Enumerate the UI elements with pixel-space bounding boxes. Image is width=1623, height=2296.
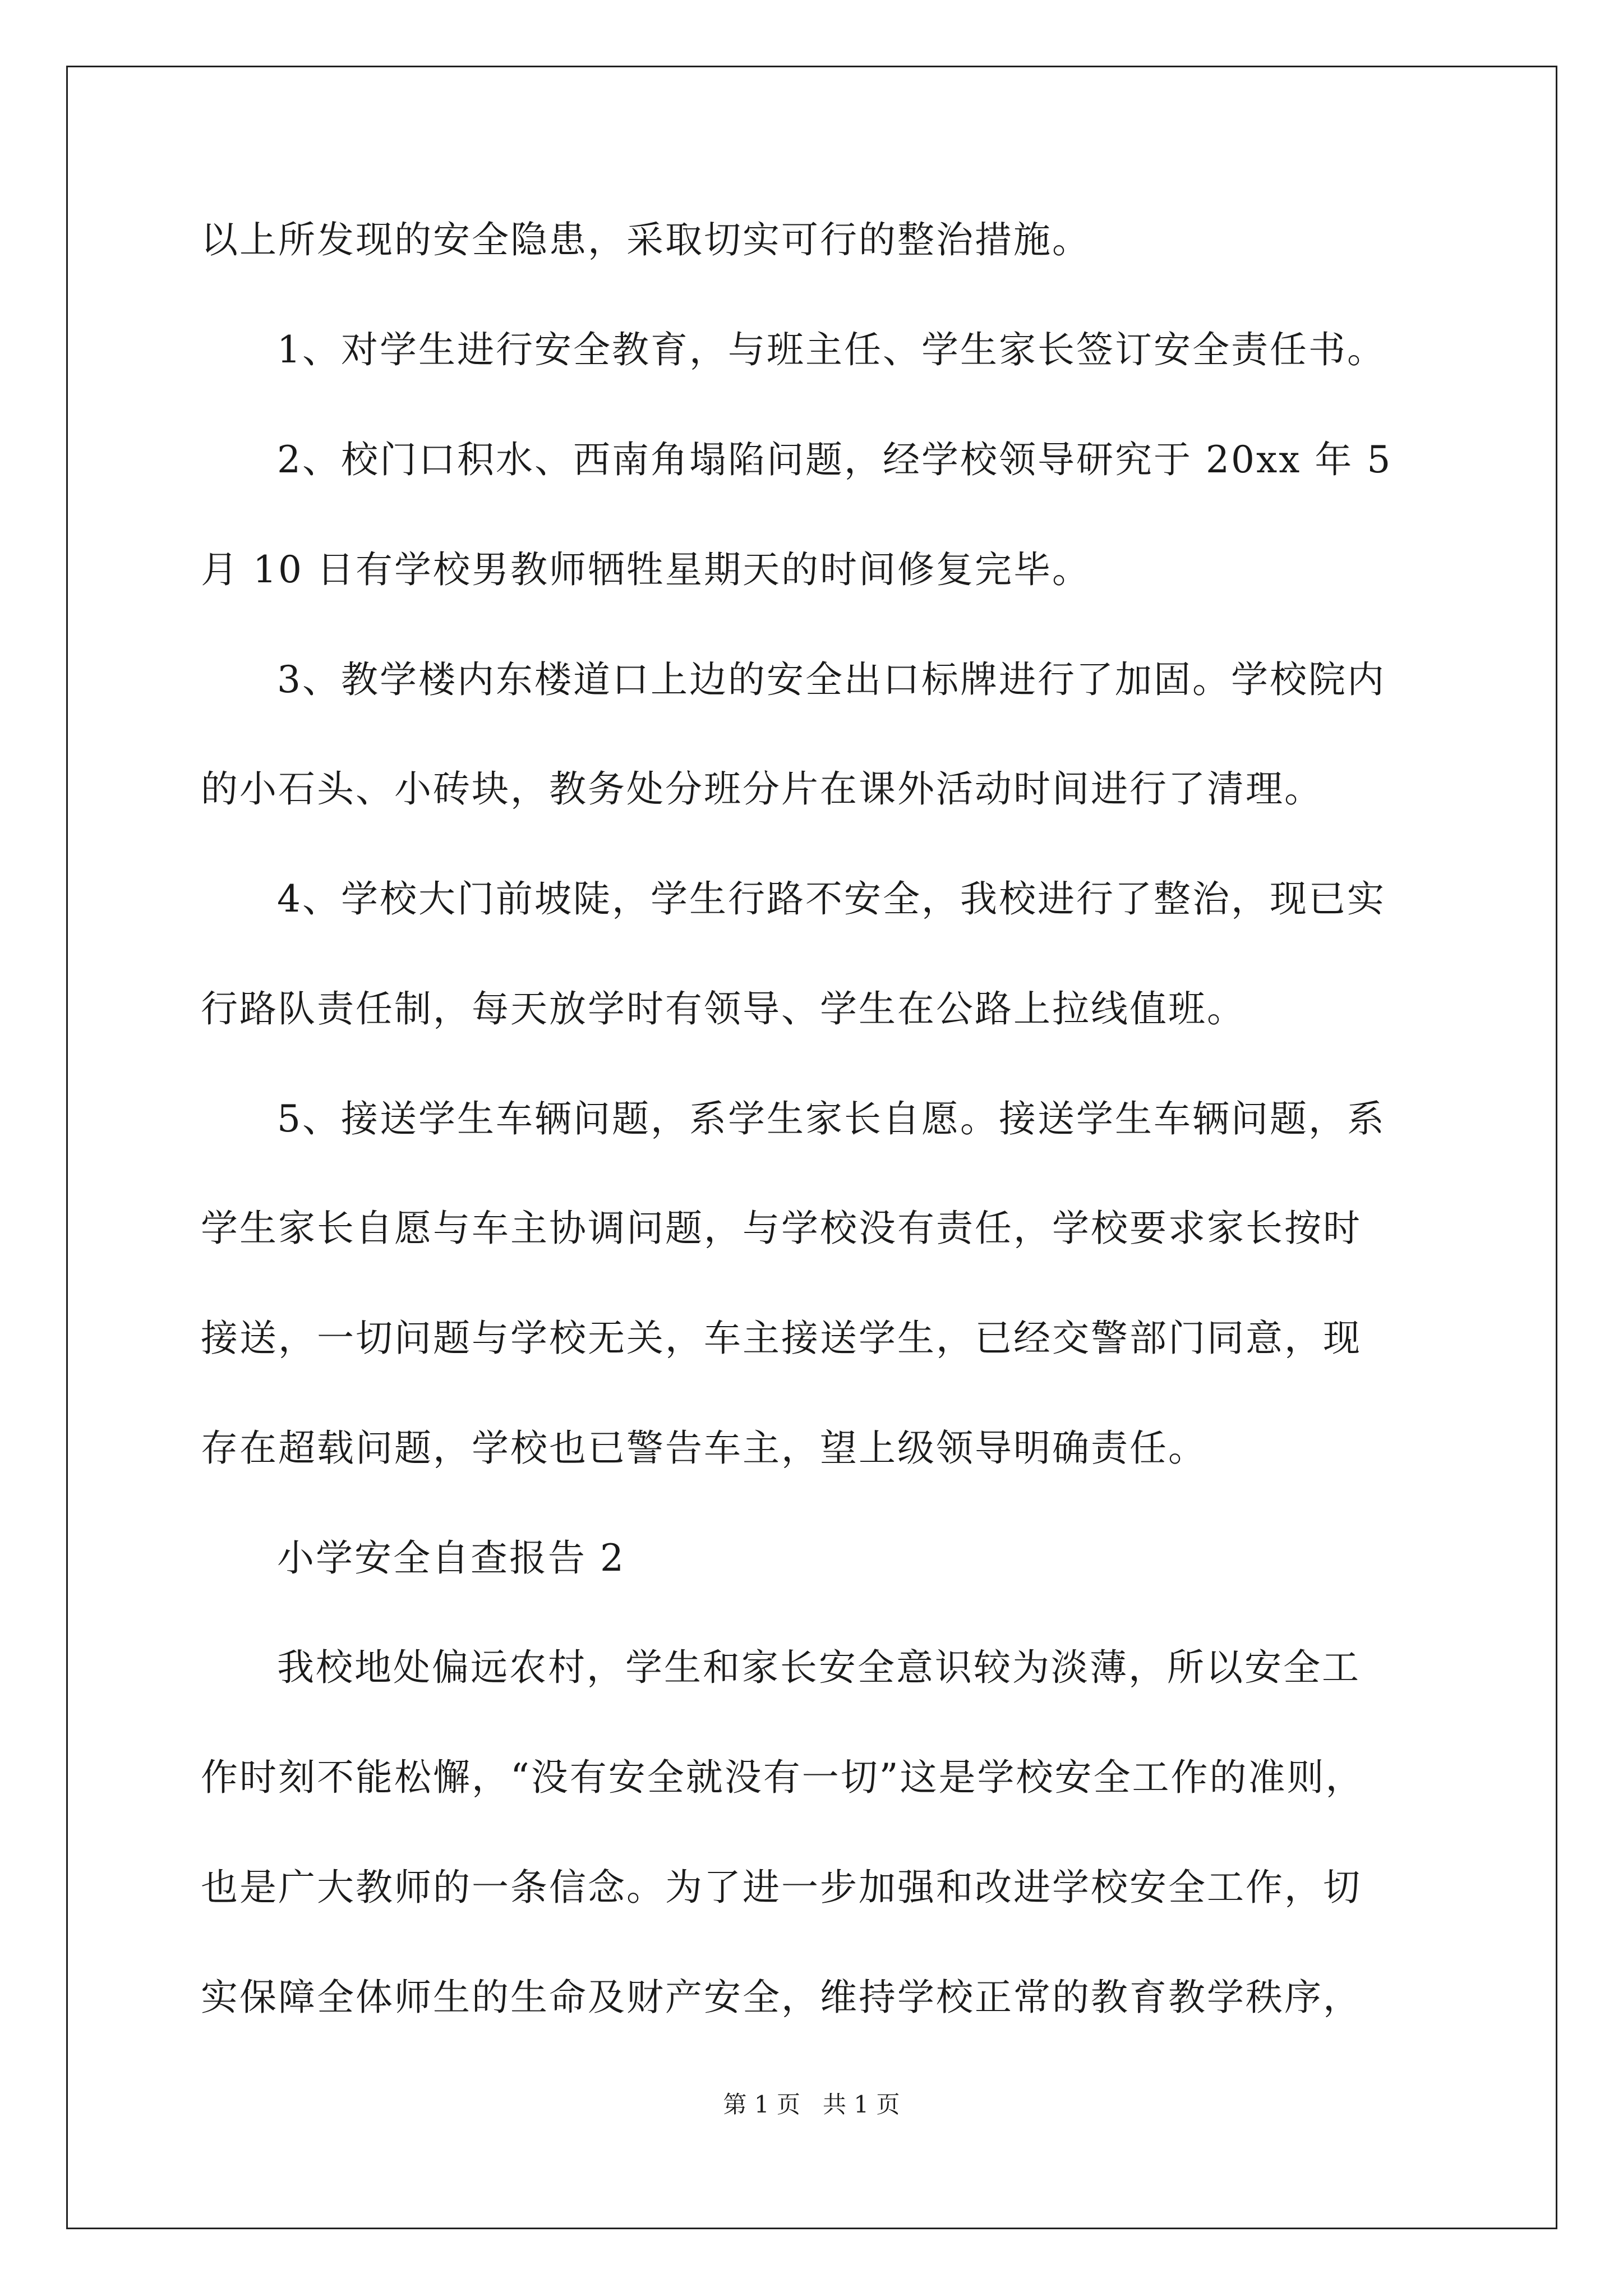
section-heading: 小学安全自查报告 2 <box>277 1536 625 1580</box>
body-text-line: 的小石头、小砖块，教务处分班分片在课外活动时间进行了清理。 <box>201 767 1323 811</box>
body-text-line: 月 10 日有学校男教师牺牲星期天的时间修复完毕。 <box>201 548 1091 591</box>
body-text-line: 学生家长自愿与车主协调问题，与学校没有责任，学校要求家长按时 <box>201 1207 1362 1250</box>
body-text-line: 接送，一切问题与学校无关，车主接送学生，已经交警部门同意，现 <box>201 1317 1362 1360</box>
body-text-line: 行路队责任制，每天放学时有领导、学生在公路上拉线值班。 <box>201 987 1246 1030</box>
list-item-5: 5、接送学生车辆问题，系学生家长自愿。接送学生车辆问题，系 <box>277 1097 1386 1140</box>
page-number-footer: 第 1 页 共 1 页 <box>723 2091 900 2118</box>
body-text-line: 也是广大教师的一条信念。为了进一步加强和改进学校安全工作，切 <box>201 1866 1362 1909</box>
list-item-1: 1、对学生进行安全教育，与班主任、学生家长签订安全责任书。 <box>277 328 1386 371</box>
body-text-line: 作时刻不能松懈，“没有安全就没有一切”这是学校安全工作的准则， <box>201 1756 1364 1799</box>
list-item-3: 3、教学楼内东楼道口上边的安全出口标牌进行了加固。学校院内 <box>277 658 1386 701</box>
body-text-line: 存在超载问题，学校也已警告车主，望上级领导明确责任。 <box>201 1427 1207 1470</box>
body-text-line: 实保障全体师生的生命及财产安全，维持学校正常的教育教学秩序， <box>201 1976 1362 2019</box>
list-item-4: 4、学校大门前坡陡，学生行路不安全，我校进行了整治，现已实 <box>277 877 1386 921</box>
body-text-line: 以上所发现的安全隐患，采取切实可行的整治措施。 <box>201 218 1091 261</box>
list-item-2: 2、校门口积水、西南角塌陷问题，经学校领导研究于 20xx 年 5 <box>277 438 1393 481</box>
paragraph-start: 我校地处偏远农村，学生和家长安全意识较为淡薄，所以安全工 <box>277 1646 1361 1689</box>
